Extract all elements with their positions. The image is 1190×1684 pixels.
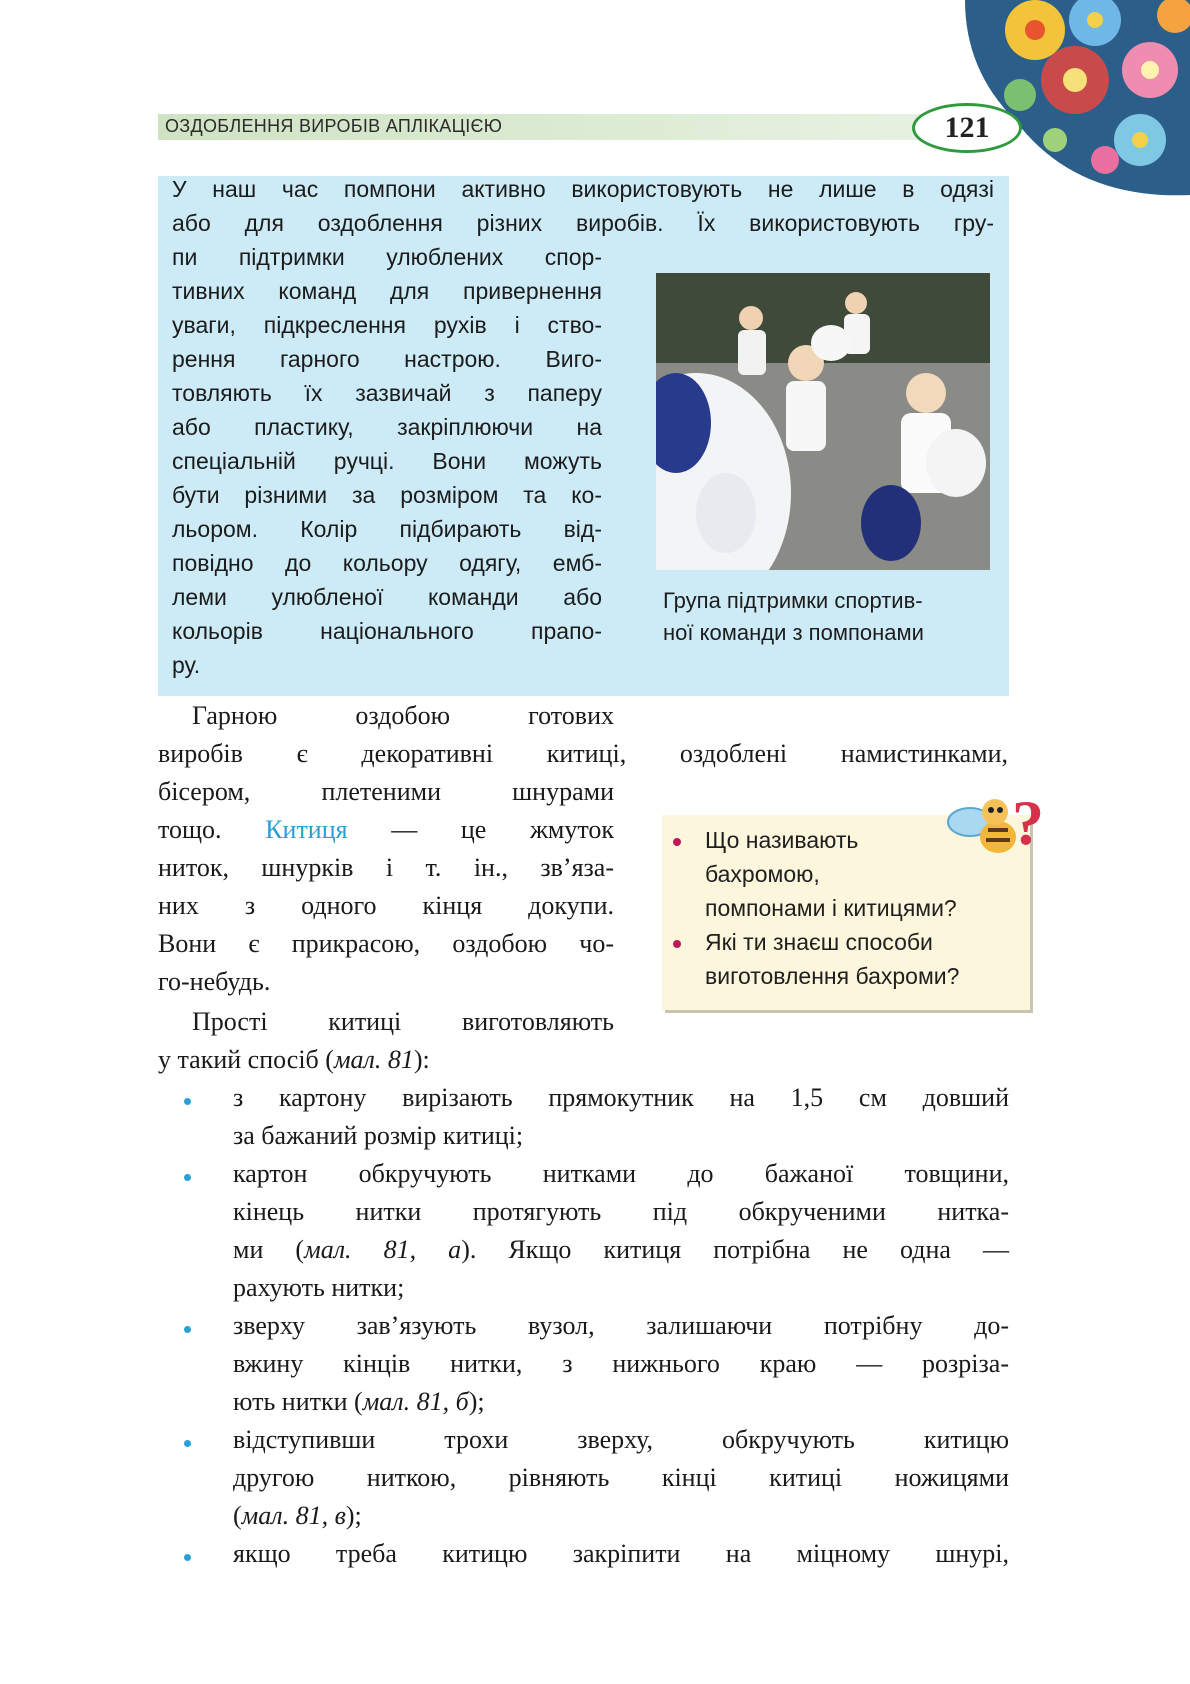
body-text-line: виробів є декоративні китиці, оздоблені намистинками,: [158, 739, 1008, 768]
list-item-line: якщо треба китицю закріпити на міцному шнурі,: [233, 1539, 1009, 1568]
question-line: Що називають: [705, 827, 859, 853]
info-line: уваги, підкреслення рухів і ство-: [172, 312, 602, 338]
text-fragment: ):: [413, 1045, 430, 1074]
list-item-line: [233, 1383, 485, 1421]
question-line: помпонами і китицями?: [705, 895, 957, 921]
list-bullet-icon: [184, 1098, 191, 1105]
list-item-line: кінець нитки протягують під обкрученими нитка-: [233, 1197, 1009, 1226]
list-bullet-icon: [184, 1174, 191, 1181]
list-bullet-icon: [184, 1554, 191, 1561]
question-line: Які ти знаєш способи: [705, 929, 933, 955]
page-number-badge: [912, 103, 1022, 153]
list-bullet-icon: [184, 1326, 191, 1333]
info-line: або пластику, закріплюючи на: [172, 414, 602, 440]
list-bullet-icon: [184, 1440, 191, 1447]
list-item-line: відступивши трохи зверху, обкручують китицю: [233, 1425, 1009, 1454]
question-line: виготовлення бахроми?: [705, 963, 960, 989]
info-line: тивних команд для привернення: [172, 278, 602, 304]
body-text-line: Гарною оздобою готових: [192, 701, 614, 730]
list-item-line: [233, 1231, 1009, 1269]
body-text-line: го-небудь.: [158, 967, 271, 996]
body-text-line: бісером, плетеними шнурами: [158, 777, 614, 806]
text-fragment: у такий спосіб (: [158, 1045, 334, 1074]
list-item-line: картон обкручують нитками до бажаної товщини,: [233, 1159, 1009, 1188]
body-text-line: них з одного кінця докупи.: [158, 891, 614, 920]
text-fragment: );: [468, 1387, 485, 1416]
text-fragment: тощо.: [158, 815, 222, 844]
info-line: льором. Колір підбирають від-: [172, 516, 602, 542]
question-line: бахромою,: [705, 861, 820, 887]
body-text-line: Прості китиці виготовляють: [192, 1007, 614, 1036]
info-line: товляють їх зазвичай з паперу: [172, 380, 602, 406]
text-fragment: ють нитки (: [233, 1387, 363, 1416]
bee-mascot-icon: [940, 782, 1050, 882]
svg-text:?: ?: [1012, 787, 1044, 858]
question-bullet-icon: [673, 838, 681, 846]
body-text-line: ниток, шнурків і т. ін., зв’яза-: [158, 853, 614, 882]
info-line: або для оздоблення різних виробів. Їх використовують гру-: [172, 210, 994, 236]
list-item-line: за бажаний розмір китиці;: [233, 1121, 524, 1150]
info-line: повідно до кольору одягу, емб-: [172, 550, 602, 576]
list-item-line: зверху зав’язують вузол, залишаючи потрібну до-: [233, 1311, 1009, 1340]
term-kytytsia: Китиця: [265, 815, 348, 844]
photo-caption-line: Група підтримки спортив-: [663, 588, 923, 613]
list-item-line: [233, 1497, 362, 1535]
list-item-line: рахують нитки;: [233, 1273, 405, 1302]
info-line: бути різними за розміром та ко-: [172, 482, 602, 508]
figure-reference: мал. 81, б: [362, 1387, 469, 1416]
figure-reference: мал. 81, а: [304, 1235, 462, 1264]
figure-reference: мал. 81: [333, 1045, 414, 1074]
chapter-title: ОЗДОБЛЕННЯ ВИРОБІВ АПЛІКАЦІЄЮ: [165, 116, 503, 136]
body-text-line: [158, 811, 614, 849]
body-text-line: [158, 1041, 430, 1079]
text-fragment: — це жмуток: [391, 815, 615, 844]
text-fragment: (: [233, 1501, 242, 1530]
text-fragment: ми (: [233, 1235, 305, 1264]
list-item-line: з картону вирізають прямокутник на 1,5 см довший: [233, 1083, 1009, 1112]
info-line: спеціальній ручці. Вони можуть: [172, 448, 602, 474]
page-number: 121: [944, 111, 990, 144]
info-line: ру.: [172, 652, 201, 678]
info-line: У наш час помпони активно використовують не лише в одязі: [172, 176, 994, 202]
info-line: пи підтримки улюблених спор-: [172, 244, 602, 270]
flower-ornament-image: [925, 0, 1190, 200]
photo-caption-line: ної команди з помпонами: [663, 620, 924, 645]
list-item-line: вжину кінців нитки, з нижнього краю — розріза-: [233, 1349, 1009, 1378]
info-line: леми улюбленої команди або: [172, 584, 602, 610]
info-line: кольорів національного прапо-: [172, 618, 602, 644]
list-item-line: другою ниткою, рівняють кінці китиці ножицями: [233, 1463, 1009, 1492]
question-bullet-icon: [673, 940, 681, 948]
text-fragment: );: [345, 1501, 362, 1530]
cheerleaders-photo: [656, 273, 990, 570]
text-fragment: ). Якщо китиця потрібна не одна —: [461, 1235, 1009, 1264]
body-text-line: Вони є прикрасою, оздобою чо-: [158, 929, 614, 958]
figure-reference: мал. 81, в: [241, 1501, 346, 1530]
info-line: рення гарного настрою. Виго-: [172, 346, 602, 372]
